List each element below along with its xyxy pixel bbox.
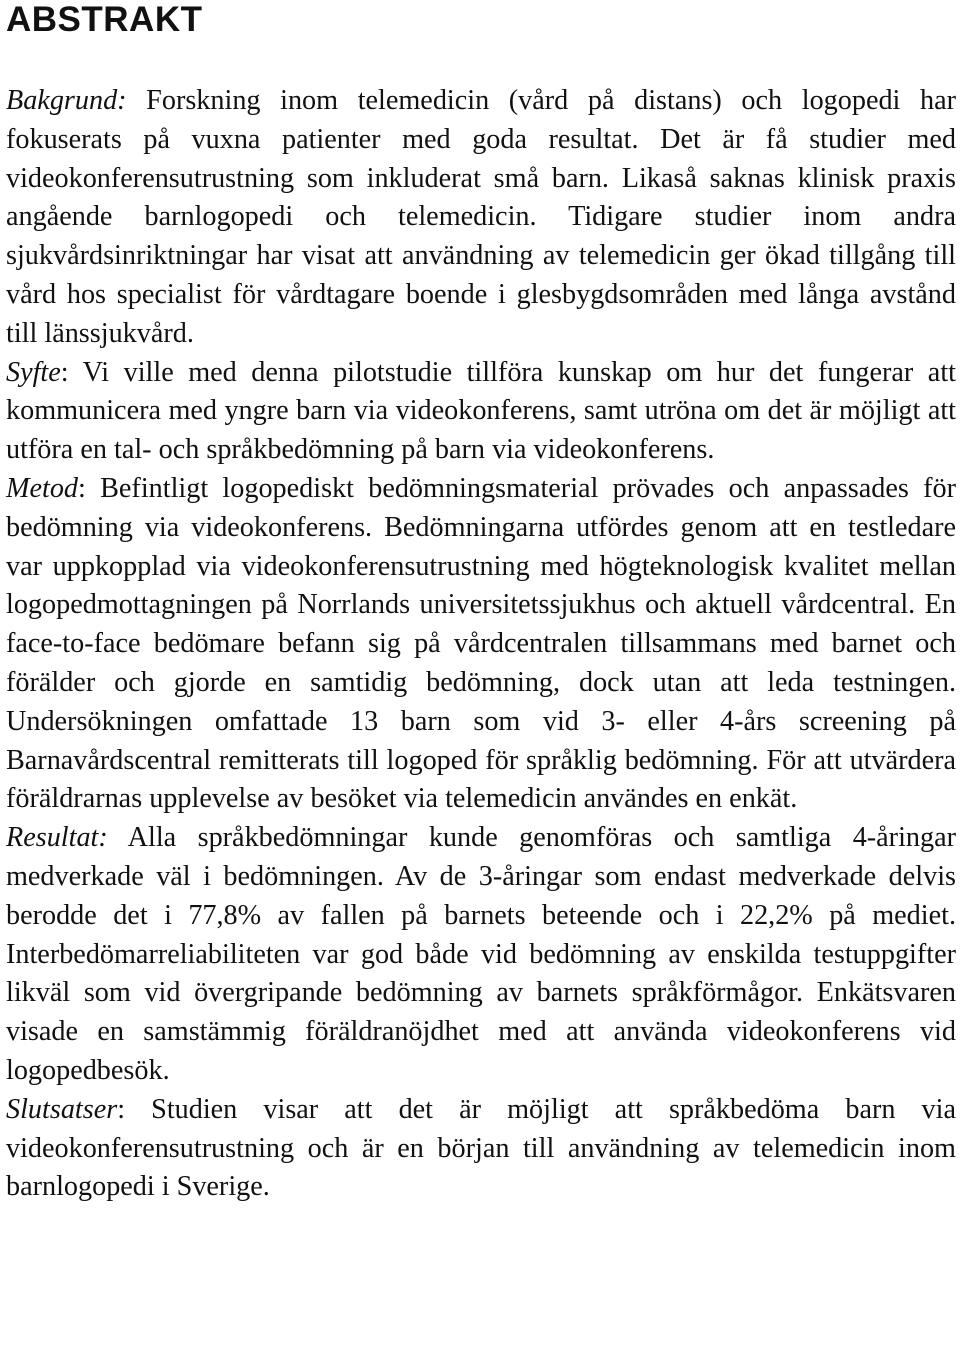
section-resultat [6, 819, 956, 1091]
section-bakgrund [6, 82, 956, 354]
section-metod [6, 470, 956, 819]
abstract-body [6, 82, 956, 1207]
section-text: : Befintligt logopediskt bedömningsmaterial prövades och anpassades för bedömning via videokonferens. Bedömningarna utfördes genom att en testledare var uppkopplad via videokonferensutrustning med högteknologisk kvalitet mellan logopedmottagningen på Norrlands universitetssjukhus och aktuell vårdcentral. En face-to-face bedömare befann sig på vårdcentralen tillsammans med barnet och förälder och gjorde en samtidig bedömning, dock utan att leda testningen. Undersökningen omfattade 13 barn som vid 3- eller 4-års screening på Barnavårdscentral remitterats till logoped för språklig bedömning. För att utvärdera föräldrarnas upplevelse av besöket via telemedicin användes en enkät. [6, 472, 956, 815]
page-title: ABSTRAKT [6, 0, 203, 39]
section-label: Syfte [6, 356, 61, 388]
document-page [6, 0, 956, 1207]
section-syfte [6, 354, 956, 470]
section-text: Alla språkbedömningar kunde genomföras och samtliga 4-åringar medverkade väl i bedömningen. Av de 3-åringar som endast medverkade delvis berodde det i 77,8% av fallen på barnets beteende och i 22,2% på mediet. Interbedömarreliabiliteten var god både vid bedömning av enskilda testuppgifter likväl som vid övergripande bedömning av barnets språkförmågor. Enkätsvaren visade en samstämmig föräldranöjdhet med att använda videokonferens vid logopedbesök. [6, 822, 956, 1086]
section-label: Bakgrund: [6, 85, 127, 116]
section-text: : Vi ville med denna pilotstudie tillföra kunskap om hur det fungerar att kommunicera med yngre barn via videokonferens, samt utröna om det är möjligt att utföra en tal- och språkbedömning på barn via videokonferens. [6, 356, 956, 466]
section-label: Metod [6, 472, 79, 504]
section-text: : Studien visar att det är möjligt att språkbedöma barn via videokonferensutrustning och är en början till användning av telemedicin inom barnlogopedi i Sverige. [6, 1093, 956, 1203]
section-label: Resultat: [6, 822, 108, 854]
section-text: Forskning inom telemedicin (vård på distans) och logopedi har fokuserats på vuxna patienter med goda resultat. Det är få studier med videokonferensutrustning som inkluderat små barn. Likaså saknas klinisk praxis angående barnlogopedi och telemedicin. Tidigare studier inom andra sjukvårdsinriktningar har visat att användning av telemedicin ger ökad tillgång till vård hos specialist för vårdtagare boende i glesbygdsområden med långa avstånd till länssjukvård. [6, 85, 956, 349]
section-slutsatser [6, 1091, 956, 1207]
section-label: Slutsatser [6, 1093, 118, 1125]
